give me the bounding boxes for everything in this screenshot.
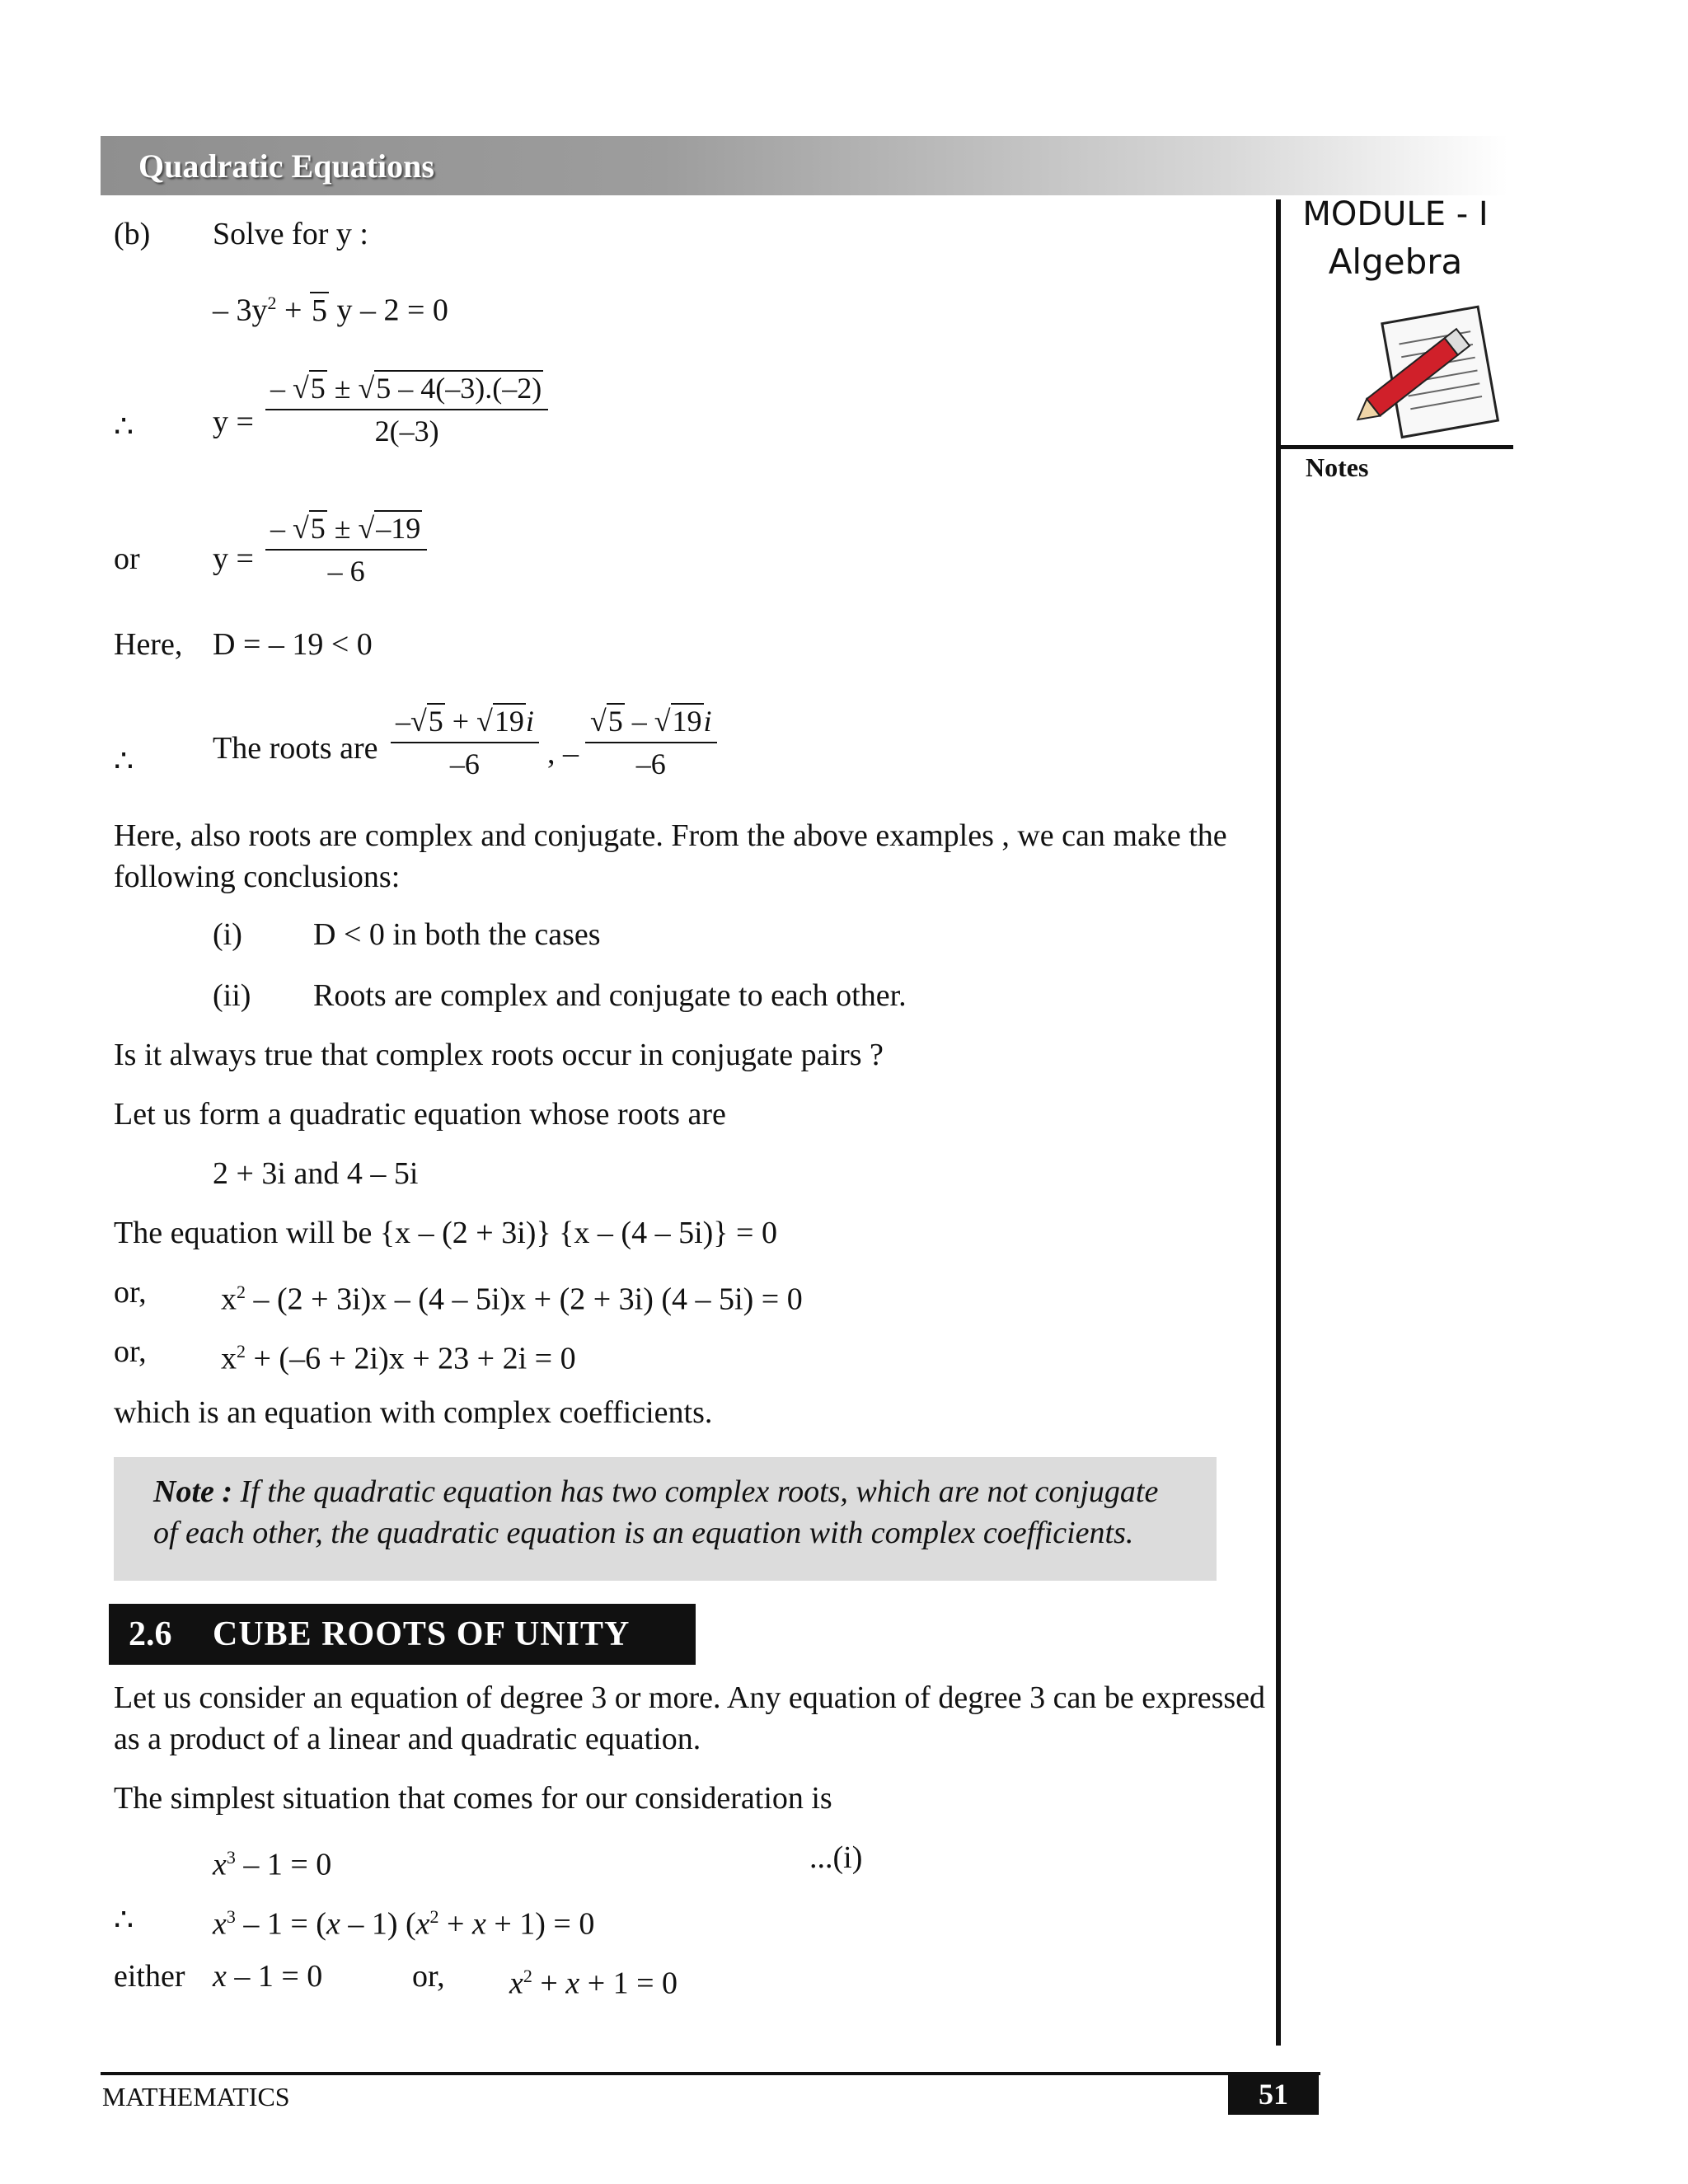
list-item-label: (ii) — [213, 978, 251, 1013]
note-label: Note : — [153, 1474, 233, 1509]
discriminant-value: D = – 19 < 0 — [213, 627, 373, 662]
or-label: or, — [114, 1334, 147, 1369]
fraction-denominator: 2(–3) — [374, 415, 439, 448]
roots-are-label: The roots are — [213, 731, 378, 766]
question-line: Is it always true that complex roots occur in conjugate pairs ? — [114, 1038, 884, 1072]
equation-form: The equation will be {x – (2 + 3i)} {x – (4 – 5i)} = 0 — [114, 1216, 777, 1250]
cube-equation: $x^3 - 1 = 0$ — [213, 1847, 332, 1882]
root-separator: , – — [547, 736, 579, 771]
list-item-label: (i) — [213, 917, 242, 952]
paragraph-line: as a product of a linear and quadratic equation. — [114, 1722, 701, 1756]
root-2-numerator: √5 – √19i — [585, 704, 717, 743]
therefore-symbol-2: ∴ — [114, 744, 134, 779]
paragraph-line: which is an equation with complex coefficients. — [114, 1395, 713, 1430]
given-roots: 2 + 3i and 4 – 5i — [213, 1156, 419, 1191]
section-number: 2.6 — [129, 1615, 172, 1653]
equation-1: – $3y^2 + 5$ y – 2 = 0 — [213, 293, 448, 328]
footer-subject: MATHEMATICS — [102, 2082, 290, 2111]
note-line-2: of each other, the quadratic equation is an equation with complex coefficients. — [153, 1516, 1134, 1550]
module-label: MODULE - I — [1302, 195, 1489, 233]
root-2-fraction — [585, 704, 717, 781]
list-item-text: D < 0 in both the cases — [313, 917, 601, 952]
either-label: either — [114, 1959, 185, 1994]
y-equals: y = — [213, 405, 254, 439]
root-1-numerator: –√5 + √19i — [391, 704, 539, 743]
header-title: Quadratic Equations — [138, 148, 434, 185]
part-instruction: Solve for y : — [213, 217, 368, 251]
equation-reference: ...(i) — [809, 1840, 863, 1875]
therefore-symbol-3: ∴ — [114, 1903, 134, 1938]
expanded-equation-1: $x^2 - (2 + 3i)x - (4 - 5i)x + (2 + 3i)$ (4 – 5i) = 0 — [221, 1282, 803, 1317]
root-1-fraction — [391, 704, 539, 781]
or-label: or — [114, 541, 140, 576]
fraction-numerator: – √5 ± √5 – 4(–3).(–2) — [265, 371, 548, 410]
therefore-symbol: ∴ — [114, 410, 134, 444]
simplified-fraction — [265, 511, 427, 588]
section-title: CUBE ROOTS OF UNITY — [213, 1615, 631, 1653]
expanded-equation-2: $x^2 + (-6 + 2i)x + 23 + 2i = 0$ — [221, 1341, 576, 1376]
y-equals-2: y = — [213, 541, 254, 576]
fraction-numerator-2: – √5 ± √–19 — [265, 511, 427, 551]
notes-pencil-icon — [1345, 298, 1510, 447]
notes-label: Notes — [1306, 452, 1369, 482]
note-line-1 — [153, 1472, 1158, 1511]
paragraph-line: Here, also roots are complex and conjugate. From the above examples , we can make the — [114, 818, 1227, 853]
paragraph-line: Let us form a quadratic equation whose roots are — [114, 1097, 726, 1132]
fraction-denominator-2: – 6 — [327, 555, 365, 588]
subject-label: Algebra — [1328, 241, 1463, 282]
page-number: 51 — [1259, 2078, 1288, 2111]
or-label: or, — [114, 1275, 147, 1310]
note-text: If the quadratic equation has two complex roots, which are not conjugate — [240, 1474, 1159, 1509]
or-label: or, — [412, 1959, 445, 1994]
sidebar-rule — [1276, 199, 1281, 2046]
root-1-denominator: –6 — [449, 748, 480, 780]
root-2-denominator: –6 — [635, 748, 666, 780]
paragraph-line: following conclusions: — [114, 860, 401, 894]
list-item-text: Roots are complex and conjugate to each other. — [313, 978, 907, 1013]
paragraph-line: The simplest situation that comes for our consideration is — [114, 1781, 832, 1816]
linear-factor: x – 1 = 0 — [213, 1959, 323, 1994]
quadratic-factor: $x^2 + x + 1 = 0$ — [509, 1966, 678, 2001]
footer-rule — [101, 2072, 1320, 2075]
cube-factorization: $x^3 - 1 = (x - 1) (x^2 + x + 1) = 0$ — [213, 1906, 595, 1942]
part-label: (b) — [114, 217, 151, 251]
paragraph-line: Let us consider an equation of degree 3 or more. Any equation of degree 3 can be expressed — [114, 1680, 1266, 1715]
quadratic-formula-fraction — [265, 371, 548, 448]
here-label: Here, — [114, 627, 183, 662]
